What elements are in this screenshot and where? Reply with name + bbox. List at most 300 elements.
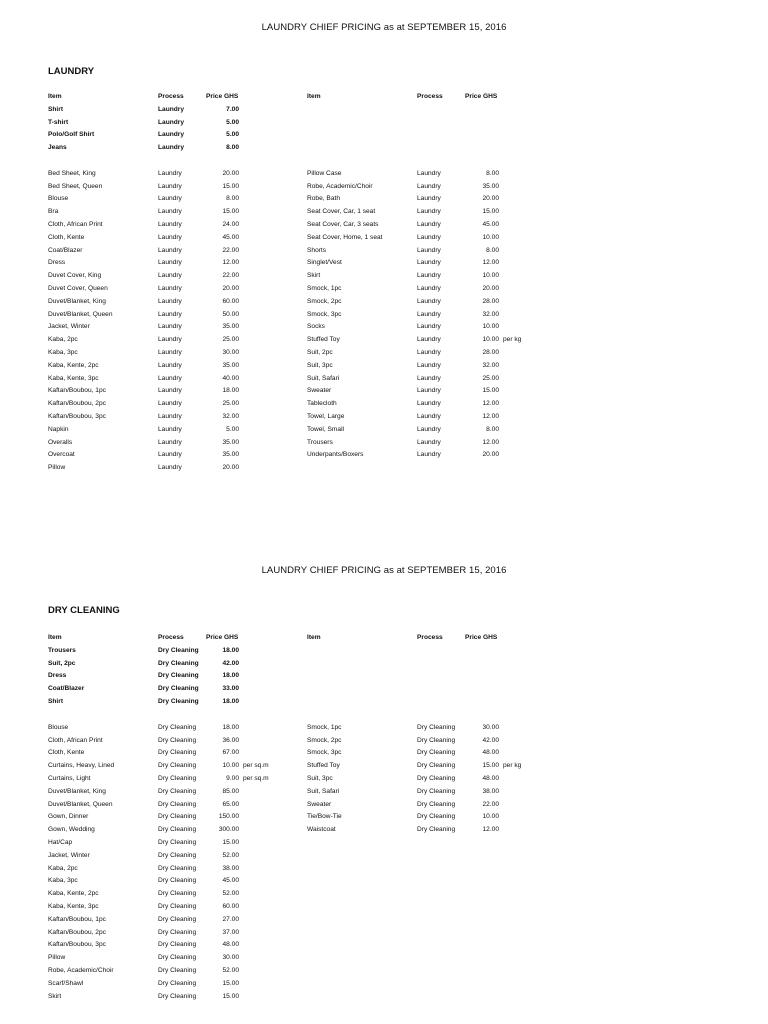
process-header: Process bbox=[158, 634, 184, 641]
item-process: Laundry bbox=[158, 195, 182, 203]
item-process: Dry Cleaning bbox=[158, 749, 197, 757]
item-price: 8.00 bbox=[486, 246, 499, 254]
item-price: 38.00 bbox=[482, 787, 499, 795]
item-price: 15.00 bbox=[222, 208, 239, 216]
item-process: Dry Cleaning bbox=[417, 775, 456, 782]
item-name: Smock, 1pc bbox=[307, 285, 342, 292]
price-header: Price GHS bbox=[206, 634, 239, 641]
item-price: 40.00 bbox=[222, 374, 239, 382]
item-price: 12.00 bbox=[482, 413, 499, 420]
item-price: 15.00 bbox=[482, 387, 499, 395]
item-price: 18.00 bbox=[222, 698, 239, 705]
page-title: LAUNDRY CHIEF PRICING as at SEPTEMBER 15, 2016 bbox=[261, 22, 507, 33]
item-price: 15.00 bbox=[222, 979, 239, 987]
item-price: 42.00 bbox=[482, 736, 499, 744]
item-price: 35.00 bbox=[222, 451, 239, 459]
item-price: 15.00 bbox=[222, 182, 239, 190]
table-row bbox=[0, 669, 768, 682]
table-row bbox=[0, 205, 768, 218]
item-price: 18.00 bbox=[222, 672, 239, 680]
item-price: 10.00 bbox=[482, 336, 499, 344]
item-name: Duvet/Blanket, Queen bbox=[48, 800, 113, 808]
item-header: Item bbox=[307, 634, 321, 641]
item-price: 52.00 bbox=[222, 851, 239, 859]
item-name: Suit, 2pc bbox=[307, 349, 333, 356]
item-name: Shirt bbox=[48, 698, 64, 705]
item-process: Laundry bbox=[158, 438, 182, 446]
item-process: Laundry bbox=[417, 361, 441, 369]
item-process: Laundry bbox=[158, 221, 182, 228]
item-name: Kaftan/Boubou, 3pc bbox=[48, 941, 106, 949]
item-price: 60.00 bbox=[222, 297, 239, 305]
item-process: Laundry bbox=[158, 233, 182, 241]
item-name: Smock, 1pc bbox=[307, 723, 342, 731]
item-price: 35.00 bbox=[482, 182, 499, 190]
item-name: Kaftan/Boubou, 1pc bbox=[48, 915, 106, 923]
item-name: Suit, 2pc bbox=[48, 659, 76, 667]
item-name: Scarf/Shawl bbox=[48, 979, 84, 987]
item-name: Shirt bbox=[48, 105, 64, 113]
item-price: 28.00 bbox=[482, 297, 499, 305]
item-process: Laundry bbox=[417, 451, 441, 459]
item-process: Dry Cleaning bbox=[158, 813, 197, 821]
item-process: Laundry bbox=[417, 374, 441, 382]
item-name: Towel, Small bbox=[307, 425, 345, 433]
table-row bbox=[0, 913, 768, 926]
item-price: 15.00 bbox=[222, 839, 239, 846]
item-price: 12.00 bbox=[482, 259, 499, 267]
item-process: Laundry bbox=[158, 272, 182, 280]
item-process: Laundry bbox=[158, 259, 182, 267]
item-price: 38.00 bbox=[222, 864, 239, 872]
item-name: Duvet/Blanket, King bbox=[48, 297, 106, 305]
process-header: Process bbox=[417, 93, 443, 100]
item-process: Laundry bbox=[417, 323, 441, 331]
item-process: Laundry bbox=[158, 169, 182, 177]
item-price: 30.00 bbox=[222, 954, 239, 962]
item-name: Bra bbox=[48, 208, 59, 216]
section-title: DRY CLEANING bbox=[48, 605, 120, 616]
item-name: Skirt bbox=[307, 272, 321, 280]
item-process: Dry Cleaning bbox=[417, 787, 456, 795]
item-process: Laundry bbox=[417, 246, 441, 254]
item-process: Laundry bbox=[417, 233, 441, 241]
table-row bbox=[0, 938, 768, 951]
table-row bbox=[0, 951, 768, 964]
item-price: 48.00 bbox=[482, 749, 499, 757]
item-process: Dry Cleaning bbox=[158, 941, 197, 949]
item-process: Laundry bbox=[158, 451, 182, 459]
item-price: 7.00 bbox=[226, 105, 239, 113]
item-process: Dry Cleaning bbox=[417, 749, 456, 757]
item-process: Laundry bbox=[158, 336, 182, 344]
item-name: Smock, 2pc bbox=[307, 297, 342, 305]
item-name: Sweater bbox=[307, 387, 332, 395]
table-row bbox=[0, 116, 768, 129]
item-process: Dry Cleaning bbox=[158, 954, 197, 962]
process-header: Process bbox=[417, 634, 443, 641]
item-process: Dry Cleaning bbox=[158, 839, 197, 846]
item-price: 18.00 bbox=[222, 646, 239, 654]
item-process: Dry Cleaning bbox=[158, 928, 197, 936]
item-name: Suit, 3pc bbox=[307, 361, 333, 369]
item-process: Dry Cleaning bbox=[158, 736, 197, 744]
item-price: 67.00 bbox=[222, 749, 239, 757]
item-name: Robe, Academic/Choir bbox=[307, 182, 373, 190]
item-process: Dry Cleaning bbox=[417, 813, 456, 821]
item-name: Suit, 3pc bbox=[307, 775, 333, 782]
table-row bbox=[0, 734, 768, 747]
item-process: Dry Cleaning bbox=[417, 826, 456, 834]
item-price: 45.00 bbox=[482, 221, 499, 228]
item-process: Laundry bbox=[158, 144, 185, 152]
item-name: Kaba, Kente, 3pc bbox=[48, 903, 99, 910]
item-process: Dry Cleaning bbox=[158, 851, 197, 859]
item-process: Laundry bbox=[417, 169, 441, 177]
item-price: 48.00 bbox=[222, 941, 239, 949]
price-header: Price GHS bbox=[465, 634, 498, 641]
item-name: Gown, Wedding bbox=[48, 826, 95, 834]
item-name: Kaba, 2pc bbox=[48, 336, 78, 344]
item-name: Tie/Bow-Tie bbox=[307, 813, 342, 821]
table-row bbox=[0, 977, 768, 990]
item-name: Sweater bbox=[307, 800, 332, 808]
item-process: Laundry bbox=[158, 413, 182, 420]
item-name: Curtains, Light bbox=[48, 775, 91, 782]
table-row bbox=[0, 410, 768, 423]
table-row bbox=[0, 231, 768, 244]
item-price: 12.00 bbox=[482, 438, 499, 446]
item-name: Tablecloth bbox=[307, 400, 337, 408]
item-process: Dry Cleaning bbox=[417, 736, 456, 744]
item-name: Trousers bbox=[48, 646, 76, 654]
item-price: 32.00 bbox=[482, 361, 499, 369]
item-process: Laundry bbox=[417, 259, 441, 267]
item-price: 35.00 bbox=[222, 323, 239, 331]
table-row bbox=[0, 926, 768, 939]
item-process: Laundry bbox=[158, 374, 182, 382]
table-row bbox=[0, 836, 768, 849]
item-name: Underpants/Boxers bbox=[307, 451, 364, 459]
item-process: Laundry bbox=[417, 182, 441, 190]
item-name: Duvet Cover, King bbox=[48, 272, 102, 280]
item-price: 15.00 bbox=[222, 992, 239, 1000]
table-header bbox=[0, 90, 768, 103]
item-price: 65.00 bbox=[222, 800, 239, 808]
item-price: 52.00 bbox=[222, 967, 239, 974]
item-name: Shorts bbox=[307, 246, 327, 254]
item-price: 18.00 bbox=[222, 723, 239, 731]
item-price: 5.00 bbox=[226, 425, 239, 433]
item-price: 10.00 bbox=[482, 233, 499, 241]
item-process: Dry Cleaning bbox=[158, 723, 197, 731]
item-header: Item bbox=[307, 93, 321, 100]
price-unit: per kg bbox=[503, 762, 522, 770]
item-name: Duvet Cover, Queen bbox=[48, 285, 108, 292]
item-price: 20.00 bbox=[222, 464, 239, 472]
table-row bbox=[0, 461, 768, 474]
item-price: 30.00 bbox=[222, 349, 239, 356]
item-name: Waistcoat bbox=[307, 826, 336, 834]
item-price: 8.00 bbox=[226, 195, 239, 203]
item-price: 25.00 bbox=[222, 400, 239, 408]
item-process: Laundry bbox=[158, 425, 182, 433]
item-name: Dress bbox=[48, 259, 66, 267]
item-price: 45.00 bbox=[222, 233, 239, 241]
item-name: Seat Cover, Home, 1 seat bbox=[307, 233, 383, 241]
item-name: Suit, Safari bbox=[307, 374, 340, 382]
item-name: Kaftan/Boubou, 3pc bbox=[48, 413, 106, 420]
item-name: Stuffed Toy bbox=[307, 762, 340, 770]
item-process: Laundry bbox=[158, 310, 182, 318]
item-name: Duvet/Blanket, Queen bbox=[48, 310, 113, 318]
item-process: Laundry bbox=[417, 336, 441, 344]
item-process: Dry Cleaning bbox=[158, 992, 197, 1000]
item-name: Smock, 3pc bbox=[307, 310, 342, 318]
item-price: 5.00 bbox=[226, 131, 239, 139]
item-name: Cloth, Kente bbox=[48, 749, 85, 757]
table-row bbox=[0, 320, 768, 333]
item-name: Blouse bbox=[48, 723, 69, 731]
table-row bbox=[0, 798, 768, 811]
item-process: Dry Cleaning bbox=[158, 890, 197, 898]
item-process: Dry Cleaning bbox=[158, 685, 199, 693]
item-price: 25.00 bbox=[482, 374, 499, 382]
item-process: Laundry bbox=[417, 400, 441, 408]
item-name: Kaba, 2pc bbox=[48, 864, 78, 872]
item-name: Dress bbox=[48, 672, 67, 680]
item-price: 300.00 bbox=[218, 826, 239, 834]
item-process: Dry Cleaning bbox=[158, 877, 197, 885]
table-row bbox=[0, 346, 768, 359]
item-price: 24.00 bbox=[222, 221, 239, 228]
table-row bbox=[0, 141, 768, 154]
item-price: 12.00 bbox=[482, 826, 499, 834]
item-price: 30.00 bbox=[482, 723, 499, 731]
item-name: Hat/Cap bbox=[48, 839, 73, 846]
item-name: Kaba, 3pc bbox=[48, 877, 78, 885]
item-name: Kaba, Kente, 2pc bbox=[48, 890, 99, 898]
item-process: Dry Cleaning bbox=[158, 967, 197, 974]
item-name: Polo/Golf Shirt bbox=[48, 131, 95, 139]
table-row bbox=[0, 772, 768, 785]
table-row bbox=[0, 810, 768, 823]
table-row bbox=[0, 644, 768, 657]
item-price: 15.00 bbox=[482, 762, 499, 770]
item-process: Dry Cleaning bbox=[158, 646, 199, 654]
item-process: Laundry bbox=[158, 464, 182, 472]
table-row bbox=[0, 887, 768, 900]
item-price: 27.00 bbox=[222, 915, 239, 923]
table-row bbox=[0, 359, 768, 372]
item-name: Overcoat bbox=[48, 451, 75, 459]
item-process: Laundry bbox=[417, 272, 441, 280]
table-row bbox=[0, 682, 768, 695]
item-name: Cloth, Kente bbox=[48, 233, 85, 241]
item-name: Smock, 2pc bbox=[307, 736, 342, 744]
item-price: 85.00 bbox=[222, 787, 239, 795]
item-name: Kaftan/Boubou, 1pc bbox=[48, 387, 106, 395]
item-name: Kaftan/Boubou, 2pc bbox=[48, 400, 106, 408]
price-unit: per sq.m bbox=[243, 762, 269, 770]
item-process: Laundry bbox=[158, 387, 182, 395]
table-row bbox=[0, 397, 768, 410]
section-title: LAUNDRY bbox=[48, 66, 95, 77]
item-price: 12.00 bbox=[482, 400, 499, 408]
table-row bbox=[0, 759, 768, 772]
item-name: Jacket, Winter bbox=[48, 851, 90, 859]
table-row bbox=[0, 849, 768, 862]
price-unit: per kg bbox=[503, 336, 522, 344]
table-row bbox=[0, 964, 768, 977]
item-price: 12.00 bbox=[222, 259, 239, 267]
item-process: Dry Cleaning bbox=[158, 915, 197, 923]
item-name: Kaftan/Boubou, 2pc bbox=[48, 928, 106, 936]
item-name: Cloth, African Print bbox=[48, 221, 103, 228]
table-row bbox=[0, 244, 768, 257]
table-row bbox=[0, 180, 768, 193]
item-process: Dry Cleaning bbox=[158, 979, 197, 987]
item-process: Laundry bbox=[417, 438, 441, 446]
item-price: 20.00 bbox=[482, 451, 499, 459]
table-row bbox=[0, 657, 768, 670]
item-price: 50.00 bbox=[222, 310, 239, 318]
item-process: Laundry bbox=[417, 387, 441, 395]
item-process: Laundry bbox=[417, 349, 441, 356]
item-name: Gown, Dinner bbox=[48, 813, 89, 821]
item-price: 22.00 bbox=[222, 272, 239, 280]
item-process: Laundry bbox=[158, 208, 182, 216]
item-process: Dry Cleaning bbox=[158, 826, 197, 834]
item-process: Laundry bbox=[417, 425, 441, 433]
item-name: Pillow bbox=[48, 954, 66, 962]
item-header: Item bbox=[48, 93, 62, 100]
item-price: 36.00 bbox=[222, 736, 239, 744]
item-name: Pillow bbox=[48, 464, 66, 472]
item-name: Stuffed Toy bbox=[307, 336, 340, 344]
table-row bbox=[0, 256, 768, 269]
item-name: Jacket, Winter bbox=[48, 323, 90, 331]
item-name: Skirt bbox=[48, 992, 62, 1000]
table-row bbox=[0, 721, 768, 734]
item-process: Dry Cleaning bbox=[158, 775, 197, 782]
item-price: 20.00 bbox=[222, 285, 239, 292]
item-price: 32.00 bbox=[482, 310, 499, 318]
item-process: Laundry bbox=[417, 208, 441, 216]
item-name: Seat Cover, Car, 3 seats bbox=[307, 221, 379, 228]
item-name: Suit, Safari bbox=[307, 787, 340, 795]
item-price: 10.00 bbox=[482, 323, 499, 331]
table-row bbox=[0, 384, 768, 397]
item-process: Laundry bbox=[158, 118, 185, 126]
item-price: 32.00 bbox=[222, 413, 239, 420]
item-price: 20.00 bbox=[482, 285, 499, 292]
item-price: 35.00 bbox=[222, 361, 239, 369]
item-name: Towel, Large bbox=[307, 413, 345, 420]
item-price: 20.00 bbox=[482, 195, 499, 203]
item-process: Laundry bbox=[158, 361, 182, 369]
item-price: 52.00 bbox=[222, 890, 239, 898]
item-process: Laundry bbox=[158, 131, 185, 139]
item-price: 45.00 bbox=[222, 877, 239, 885]
item-price: 60.00 bbox=[222, 903, 239, 910]
item-price: 10.00 bbox=[482, 813, 499, 821]
item-process: Dry Cleaning bbox=[158, 659, 199, 667]
table-row bbox=[0, 436, 768, 449]
item-name: Bed Sheet, King bbox=[48, 169, 96, 177]
table-row bbox=[0, 874, 768, 887]
table-row bbox=[0, 269, 768, 282]
item-name: Kaba, Kente, 2pc bbox=[48, 361, 99, 369]
item-process: Laundry bbox=[158, 323, 182, 331]
item-process: Laundry bbox=[158, 182, 182, 190]
item-process: Dry Cleaning bbox=[158, 762, 197, 770]
table-row bbox=[0, 218, 768, 231]
item-process: Laundry bbox=[417, 310, 441, 318]
table-row bbox=[0, 990, 768, 1003]
item-price: 150.00 bbox=[218, 813, 239, 821]
item-price: 20.00 bbox=[222, 169, 239, 177]
item-process: Laundry bbox=[158, 349, 182, 356]
table-row bbox=[0, 333, 768, 346]
item-price: 28.00 bbox=[482, 349, 499, 356]
item-price: 8.00 bbox=[486, 425, 499, 433]
item-name: Napkin bbox=[48, 425, 69, 433]
price-header: Price GHS bbox=[206, 93, 239, 100]
item-name: Seat Cover, Car, 1 seat bbox=[307, 208, 376, 216]
item-price: 42.00 bbox=[222, 659, 239, 667]
item-name: Blouse bbox=[48, 195, 69, 203]
item-price: 48.00 bbox=[482, 775, 499, 782]
item-process: Laundry bbox=[417, 195, 441, 203]
item-process: Laundry bbox=[417, 413, 441, 420]
item-process: Laundry bbox=[158, 246, 182, 254]
item-name: Cloth, African Print bbox=[48, 736, 103, 744]
item-process: Dry Cleaning bbox=[158, 864, 197, 872]
table-row bbox=[0, 372, 768, 385]
item-name: Coat/Blazer bbox=[48, 246, 83, 254]
item-process: Dry Cleaning bbox=[417, 800, 456, 808]
table-header bbox=[0, 631, 768, 644]
table-row bbox=[0, 295, 768, 308]
item-price: 5.00 bbox=[226, 118, 239, 126]
item-name: Duvet/Blanket, King bbox=[48, 787, 106, 795]
price-header: Price GHS bbox=[465, 93, 498, 100]
table-row bbox=[0, 308, 768, 321]
table-row bbox=[0, 128, 768, 141]
table-row bbox=[0, 695, 768, 708]
item-name: Curtains, Heavy, Lined bbox=[48, 762, 115, 770]
item-name: Overalls bbox=[48, 438, 73, 446]
item-price: 35.00 bbox=[222, 438, 239, 446]
item-price: 8.00 bbox=[486, 169, 499, 177]
item-header: Item bbox=[48, 634, 62, 641]
item-price: 10.00 bbox=[222, 762, 239, 770]
item-price: 10.00 bbox=[482, 272, 499, 280]
item-name: Bed Sheet, Queen bbox=[48, 182, 103, 190]
item-process: Laundry bbox=[417, 285, 441, 292]
item-name: Socks bbox=[307, 323, 325, 331]
item-name: T-shirt bbox=[48, 118, 69, 126]
item-price: 33.00 bbox=[222, 685, 239, 693]
item-process: Dry Cleaning bbox=[158, 800, 197, 808]
table-row bbox=[0, 900, 768, 913]
item-name: Smock, 3pc bbox=[307, 749, 342, 757]
table-row bbox=[0, 282, 768, 295]
item-process: Dry Cleaning bbox=[158, 698, 199, 705]
item-name: Singlet/Vest bbox=[307, 259, 342, 267]
item-process: Dry Cleaning bbox=[158, 903, 197, 910]
